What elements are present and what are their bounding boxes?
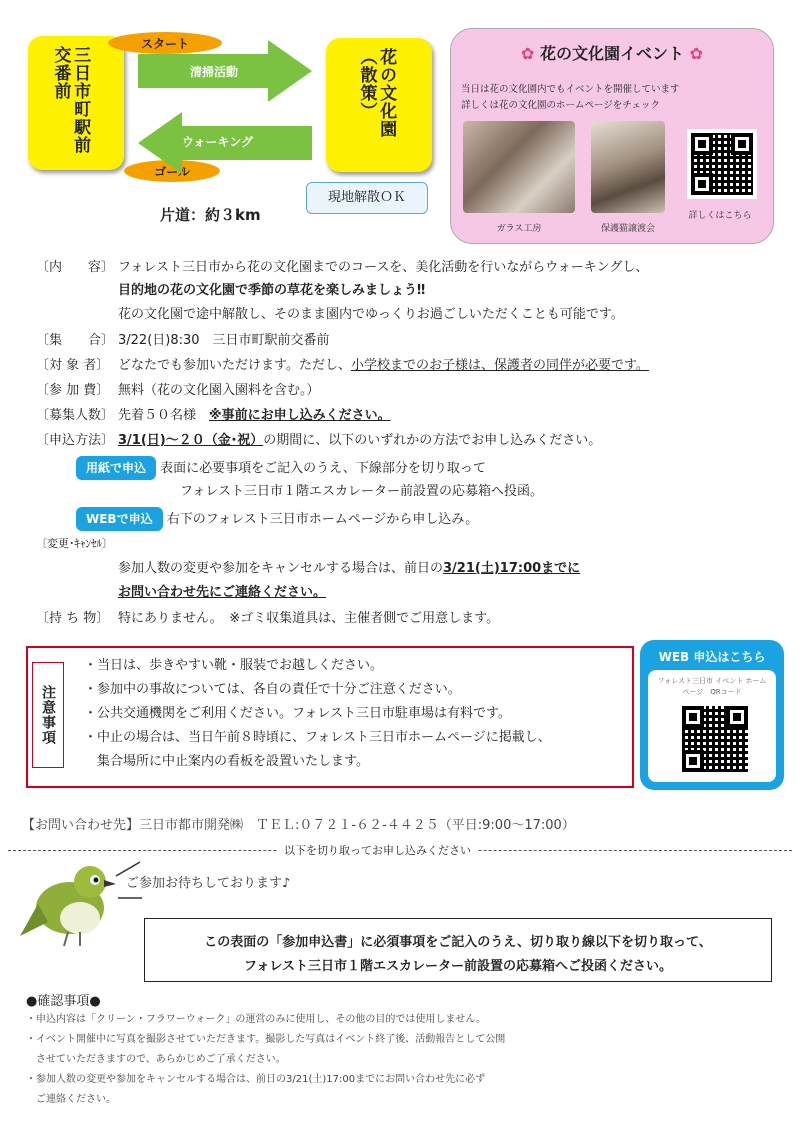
apply-label: 〔申込方法〕 bbox=[36, 433, 115, 448]
cat-adoption-photo bbox=[591, 121, 665, 213]
qr-caption: 詳しくはこちら bbox=[688, 211, 752, 221]
confirm-item: ・申込内容は「クリーン・フラワーウォーク」の運営のみに使用し、その他の目的では使用しません。 bbox=[26, 1014, 486, 1025]
contact-label: 【お問い合わせ先】 bbox=[22, 818, 140, 833]
event-box bbox=[450, 28, 774, 244]
confirm-heading: ●確認事項● bbox=[26, 994, 101, 1009]
change-line1-row bbox=[118, 558, 580, 580]
capacity-label: 〔募集人数〕 bbox=[36, 408, 115, 423]
fee-value: 無料（花の文化園入園料を含む。） bbox=[118, 383, 320, 398]
meet-label: 〔集 合〕 bbox=[36, 333, 115, 348]
end-place-box bbox=[326, 38, 432, 172]
paper-apply-badge: 用紙で申込 bbox=[76, 456, 156, 480]
fee-row bbox=[36, 380, 320, 402]
web-apply-badge: WEBで申込 bbox=[76, 507, 163, 531]
capacity-row bbox=[36, 405, 391, 427]
target-label: 〔対 象 者〕 bbox=[36, 358, 110, 373]
web-value: 右下のフォレスト三日市ホームページから申し込み。 bbox=[166, 512, 479, 527]
start-place-label: 三日市町駅前交番前 bbox=[50, 46, 91, 154]
event-qr-code[interactable] bbox=[687, 129, 757, 199]
flower-icon: ✿ bbox=[689, 44, 703, 63]
event-title-row bbox=[451, 41, 773, 64]
meet-row bbox=[36, 330, 330, 352]
meet-value: 3/22(日)8:30 三日市町駅前交番前 bbox=[118, 333, 330, 348]
caution-item: ・当日は、歩きやすい靴・服装でお越しください。 bbox=[84, 658, 384, 673]
goal-tag: ゴール bbox=[124, 160, 220, 182]
caution-list bbox=[84, 654, 551, 774]
event-line1: 当日は花の文化園内でもイベントを開催しています bbox=[461, 84, 680, 95]
caution-item: ・公共交通機関をご利用ください。フォレスト三日市駐車場は有料です。 bbox=[84, 706, 511, 721]
photo1-caption: ガラス工房 bbox=[496, 224, 542, 234]
confirm-list bbox=[26, 1010, 505, 1110]
web-row bbox=[76, 507, 478, 531]
photo2-caption: 保護猫譲渡会 bbox=[600, 224, 655, 234]
caution-item: ・参加中の事故については、各自の責任で十分ご注意ください。 bbox=[84, 682, 461, 697]
paper-row bbox=[76, 456, 486, 480]
contact-row bbox=[22, 814, 575, 833]
content-line2: 目的地の花の文化園で季節の草花を楽しみましょう‼ bbox=[118, 283, 426, 298]
caution-item: 集合場所に中止案内の看板を設置いたします。 bbox=[84, 754, 369, 769]
submit-instruction-box bbox=[144, 918, 772, 982]
capacity-note: ※事前にお申し込みください。 bbox=[209, 408, 391, 423]
web-panel-inner bbox=[648, 670, 776, 782]
confirm-item: ・イベント開催中に写真を撮影させていただきます。撮影した写真はイベント終了後、活動報告として公開 bbox=[26, 1034, 506, 1045]
event-title: 花の文化園イベント bbox=[539, 44, 684, 63]
caution-heading: 注意事項 bbox=[32, 662, 64, 768]
dismiss-badge: 現地解散ＯＫ bbox=[306, 182, 428, 214]
forward-label: 清掃活動 bbox=[190, 65, 239, 79]
items-label: 〔持 ち 物〕 bbox=[36, 611, 110, 626]
fee-label: 〔参 加 費〕 bbox=[36, 383, 110, 398]
paper-line1: 表面に必要事項をご記入のうえ、下線部分を切り取って bbox=[160, 461, 486, 476]
apply-row bbox=[36, 430, 601, 452]
paper-line2: フォレスト三日市１階エスカレーター前設置の応募箱へ投函。 bbox=[180, 484, 543, 499]
web-apply-panel bbox=[640, 640, 784, 790]
capacity-value: 先着５０名様 bbox=[118, 408, 210, 423]
change-deadline: 3/21(土)17:00までに bbox=[443, 561, 581, 576]
items-value: 特にありません。 ※ゴミ収集道具は、主催者側でご用意します。 bbox=[118, 611, 500, 626]
change-line1: 参加人数の変更や参加をキャンセルする場合は、前日の bbox=[118, 561, 444, 576]
content-line3: 花の文化園で途中解散し、そのまま園内でゆっくりお過ごしいただくことも可能です。 bbox=[118, 307, 624, 322]
distance-label: 片道：約３km bbox=[160, 206, 261, 224]
target-underline: 小学校までのお子様は、保護者の同伴が必要です。 bbox=[350, 358, 649, 373]
submit-line1: この表面の「参加申込書」に必須事項をご記入のうえ、切り取り線以下を切り取って、 bbox=[204, 935, 712, 950]
wait-message: ご参加お待ちしております♪ bbox=[126, 876, 291, 891]
web-qr-code[interactable] bbox=[682, 706, 748, 772]
back-label: ウォーキング bbox=[182, 135, 254, 149]
content-label: 〔内 容〕 bbox=[36, 260, 115, 275]
change-label: 〔変更･ｷｬﾝｾﾙ〕 bbox=[36, 537, 113, 550]
end-place-label: 花の文化園（散策） bbox=[356, 48, 397, 138]
content-line1: フォレスト三日市から花の文化園までのコースを、美化活動を行いながらウォーキングし、 bbox=[118, 260, 649, 275]
caution-box bbox=[26, 646, 634, 788]
start-place-box bbox=[28, 36, 124, 170]
change-line2: お問い合わせ先にご連絡ください。 bbox=[118, 585, 327, 600]
confirm-item: ・参加人数の変更や参加をキャンセルする場合は、前日の3/21(土)17:00までにお問い合わせ先に必ず bbox=[26, 1074, 486, 1085]
contact-value: 三日市都市開発㈱ ＴＥＬ:０７２１-６２-４４２５（平日:9:00～17:00） bbox=[139, 818, 575, 833]
submit-line2: フォレスト三日市１階エスカレーター前設置の応募箱へご投函ください。 bbox=[244, 959, 672, 974]
web-panel-sub: フォレスト三日市 イベント ホームページ QRコード bbox=[657, 677, 767, 696]
flower-icon: ✿ bbox=[521, 44, 535, 63]
target-row bbox=[36, 355, 649, 377]
start-tag: スタート bbox=[108, 32, 222, 54]
glass-workshop-photo bbox=[463, 121, 575, 213]
bird-illustration bbox=[18, 858, 118, 950]
content-row bbox=[36, 257, 648, 279]
apply-period: 3/1(日)～２０（金･祝） bbox=[118, 433, 264, 448]
confirm-item: させていただきますので、あらかじめご了承ください。 bbox=[26, 1054, 286, 1065]
confirm-item: ご連絡ください。 bbox=[26, 1094, 116, 1105]
items-row bbox=[36, 608, 499, 630]
web-panel-title: WEB 申込はこちら bbox=[658, 650, 766, 664]
apply-value: の期間に、以下のいずれかの方法でお申し込みください。 bbox=[263, 433, 602, 448]
caution-item: ・中止の場合は、当日午前８時頃に、フォレスト三日市ホームページに掲載し、 bbox=[84, 730, 551, 745]
event-line2: 詳しくは花の文化園のホームページをチェック bbox=[461, 100, 661, 111]
target-value: どなたでも参加いただけます。ただし、 bbox=[118, 358, 351, 373]
cut-label: 以下を切り取ってお申し込みください bbox=[278, 842, 477, 858]
